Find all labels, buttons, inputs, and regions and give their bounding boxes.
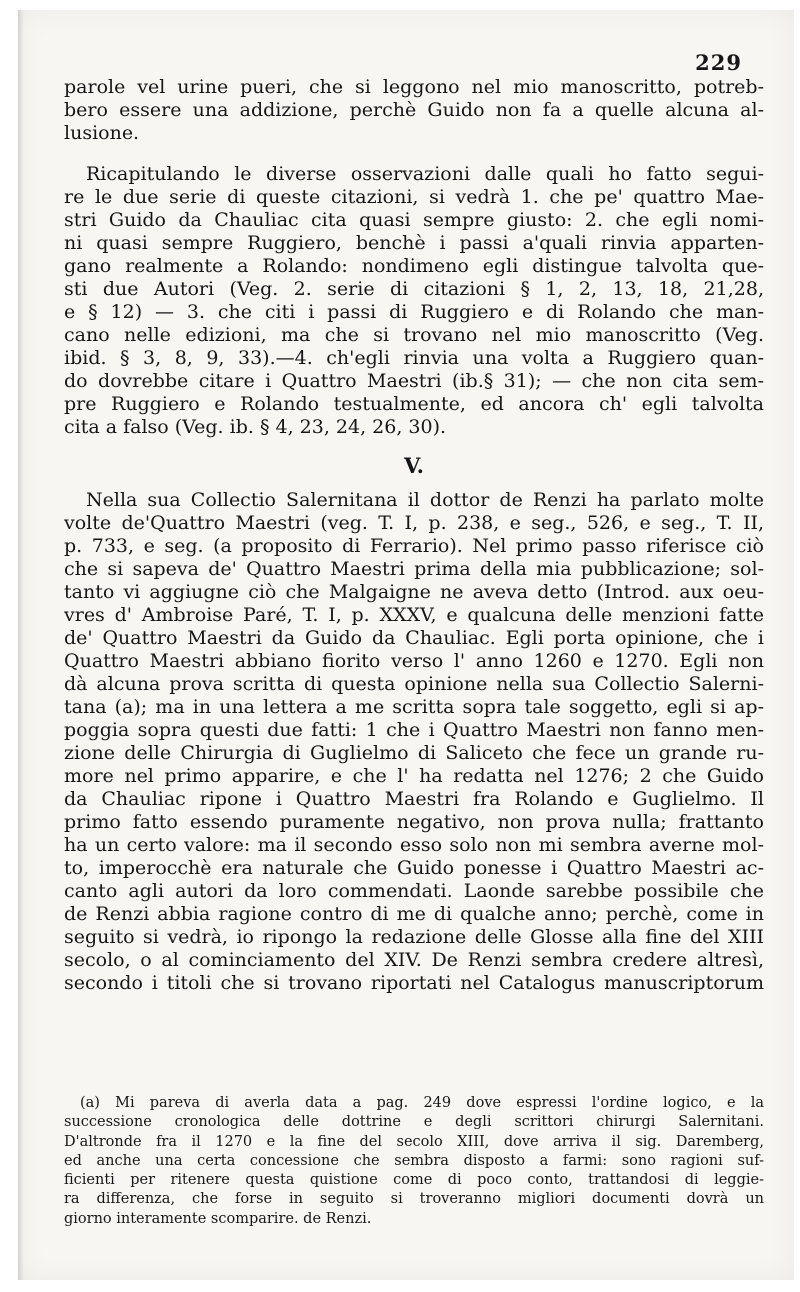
footnote-line: ficienti per ritenere questa quistione come di poco conto, trattandosi di leggie- xyxy=(64,1172,764,1189)
text-line: poggia sopra questi due fatti: 1 che i Quattro Maestri non fanno men- xyxy=(64,719,764,741)
paragraph-2 xyxy=(64,163,764,439)
footnote-line: successione cronologica delle dottrine e degli scrittori chirurgi Salernitani. xyxy=(64,1114,764,1131)
text-line: to, imperocchè era naturale che Guido ponesse i Quattro Maestri ac- xyxy=(64,857,764,879)
text-line: canto agli autori da loro commendati. Laonde sarebbe possibile che xyxy=(64,880,764,902)
page-spine-shadow xyxy=(18,10,24,1280)
text-line: cano nelle edizioni, ma che si trovano nel mio manoscritto (Veg. xyxy=(64,324,764,346)
footnote-line: ed anche una certa concessione che sembra disposto a farmi: sono ragioni suf- xyxy=(64,1152,764,1169)
text-line: seguito si vedrà, io ripongo la redazione delle Glosse alla fine del XIII xyxy=(64,926,764,948)
text-line: cita a falso (Veg. ib. § 4, 23, 24, 26, 30). xyxy=(64,416,447,438)
text-line: p. 733, e seg. (a proposito di Ferrario). Nel primo passo riferisce ciò xyxy=(64,535,764,557)
text-line: da Chauliac ripone i Quattro Maestri fra Rolando e Guglielmo. Il xyxy=(64,788,764,810)
text-line: Quattro Maestri abbiano fiorito verso l' anno 1260 e 1270. Egli non xyxy=(64,650,764,672)
text-line: de' Quattro Maestri da Guido da Chauliac. Egli porta opinione, che i xyxy=(64,627,764,649)
text-line: volte de'Quattro Maestri (veg. T. I, p. 238, e seg., 526, e seg., T. II, xyxy=(64,512,764,534)
text-line: parole vel urine pueri, che si leggono nel mio manoscritto, potreb- xyxy=(64,76,764,98)
text-line: e § 12) — 3. che citi i passi di Ruggiero e di Rolando che man- xyxy=(64,301,764,323)
paragraph-1 xyxy=(64,76,764,145)
text-line: secolo, o al cominciamento del XIV. De Renzi sembra credere altresì, xyxy=(64,949,764,971)
text-line: de Renzi abbia ragione contro di me di qualche anno; perchè, come in xyxy=(64,903,764,925)
text-line: do dovrebbe citare i Quattro Maestri (ib.§ 31); — che non cita sem- xyxy=(64,370,764,392)
footnote-line: ra differenza, che forse in seguito si troveranno migliori documenti dovrà un xyxy=(64,1191,764,1208)
text-line: more nel primo apparire, e che l' ha redatta nel 1276; 2 che Guido xyxy=(64,765,764,787)
text-line: secondo i titoli che si trovano riportati nel Catalogus manuscriptorum xyxy=(64,972,764,994)
text-line: re le due serie di queste citazioni, si vedrà 1. che pe' quattro Mae- xyxy=(64,186,764,208)
main-text xyxy=(64,76,764,995)
text-line: gano realmente a Rolando: nondimeno egli distingue talvolta que- xyxy=(64,255,764,277)
footnote-line: giorno interamente scomparire. de Renzi. xyxy=(64,1210,372,1227)
text-line: tana (a); ma in una lettera a me scritta sopra tale soggetto, egli si ap- xyxy=(64,696,764,718)
text-line: ha un certo valore: ma il secondo esso solo non mi sembra averne mol- xyxy=(64,834,764,856)
text-line: ibid. § 3, 8, 9, 33).—4. ch'egli rinvia una volta a Ruggiero quan- xyxy=(64,347,764,369)
text-line: pre Ruggiero e Rolando testualmente, ed ancora ch' egli talvolta xyxy=(64,393,764,415)
footnote-line: D'altronde fra il 1270 e la fine del secolo XIII, dove arriva il sig. Daremberg, xyxy=(64,1133,764,1150)
footnote-line: (a) Mi pareva di averla data a pag. 249 dove espressi l'ordine logico, e la xyxy=(80,1095,764,1111)
text-line: che si sapeva de' Quattro Maestri prima della mia pubblicazione; sol- xyxy=(64,558,764,580)
text-line: ni quasi sempre Ruggiero, benchè i passi a'quali rinvia apparten- xyxy=(64,232,764,254)
text-line: tanto vi aggiugne ciò che Malgaigne ne aveva detto (Introd. aux oeu- xyxy=(64,581,764,603)
text-line: bero essere una addizione, perchè Guido non fa a quelle alcuna al- xyxy=(64,99,764,121)
text-line: vres d' Ambroise Paré, T. I, p. XXXV, e qualcuna delle menzioni fatte xyxy=(64,604,764,626)
text-line: sti due Autori (Veg. 2. serie di citazioni § 1, 2, 13, 18, 21,28, xyxy=(64,278,764,300)
text-line: stri Guido da Chauliac cita quasi sempre giusto: 2. che egli nomi- xyxy=(64,209,764,231)
text-line: primo fatto essendo puramente negativo, non prova nulla; frattanto xyxy=(64,811,764,833)
text-line: dà alcuna prova scritta di questa opinione nella sua Collectio Salerni- xyxy=(64,673,764,695)
page-number: 229 xyxy=(695,50,742,75)
footnote xyxy=(64,1094,764,1229)
text-line: Nella sua Collectio Salernitana il dottor de Renzi ha parlato molte xyxy=(86,489,764,511)
text-line: Ricapitulando le diverse osservazioni dalle quali ho fatto segui- xyxy=(86,163,764,185)
section-paragraph xyxy=(64,489,764,995)
section-heading: V. xyxy=(404,453,424,478)
text-line: lusione. xyxy=(64,122,140,144)
text-line: zione delle Chirurgia di Guglielmo di Saliceto che fece un grande ru- xyxy=(64,742,764,764)
